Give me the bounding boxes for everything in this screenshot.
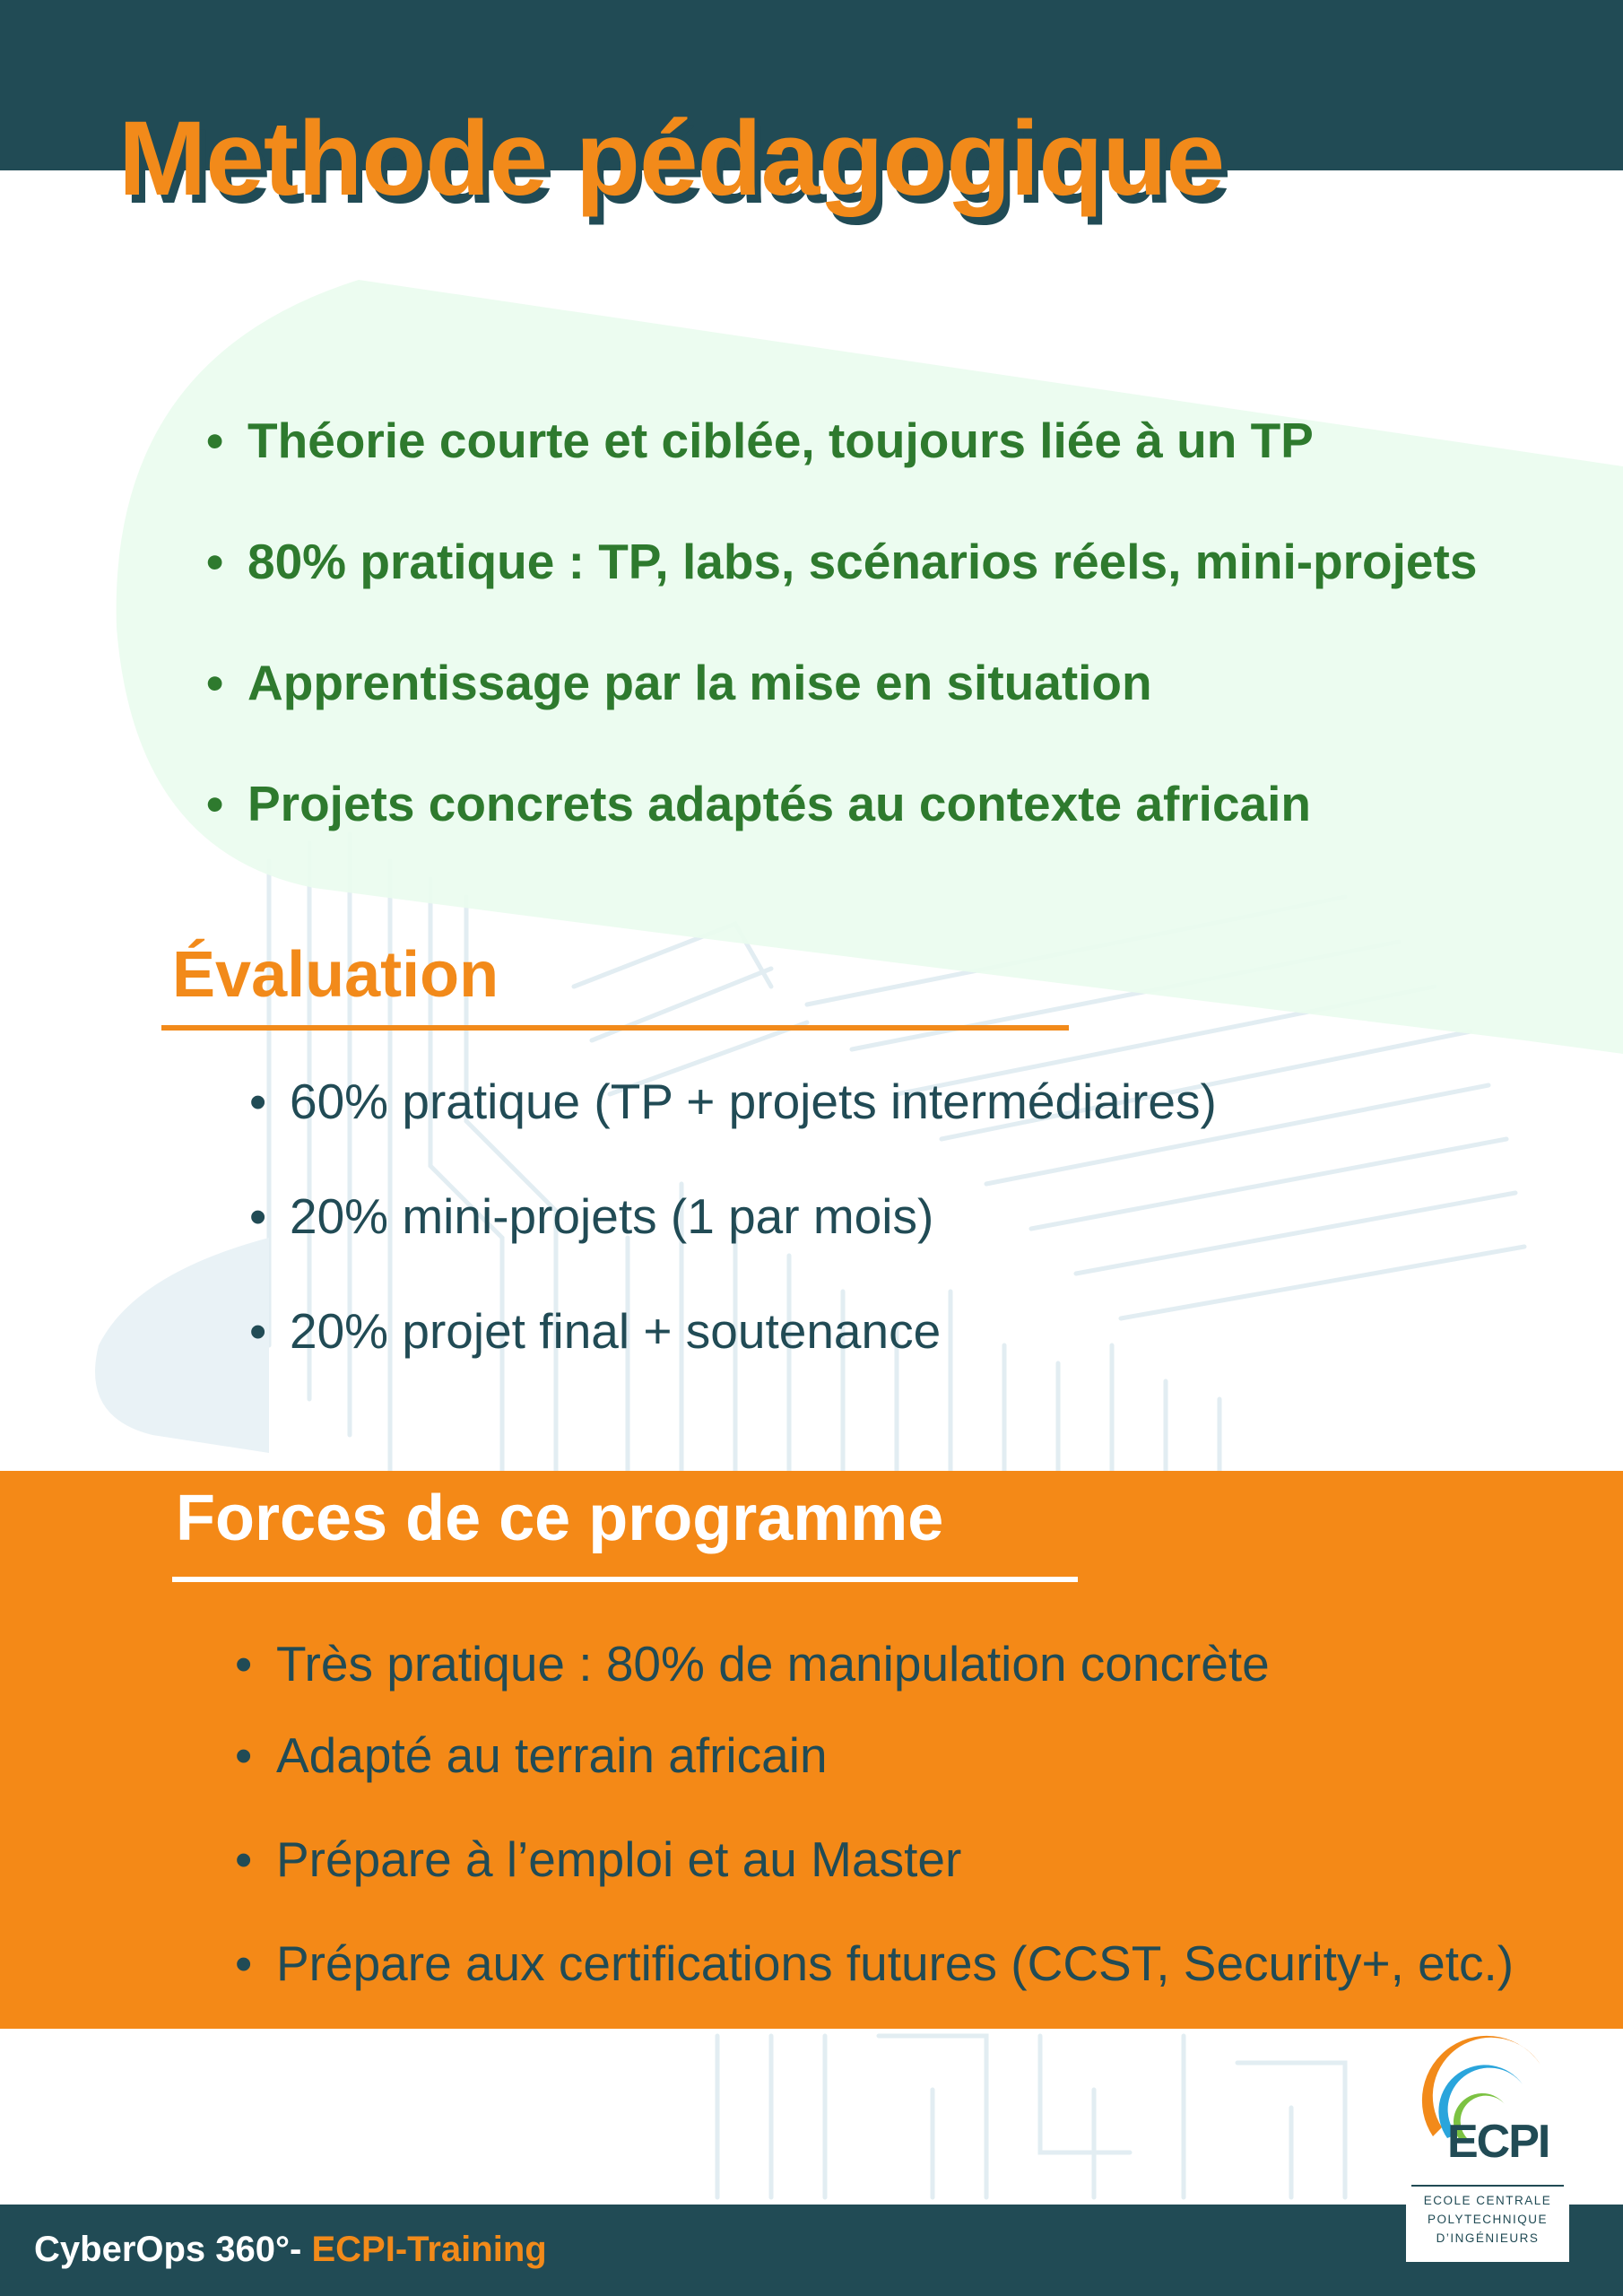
footer-brand: ECPI-Training xyxy=(311,2230,547,2269)
forces-list xyxy=(235,1634,1514,1993)
list-item: • Projets concrets adaptés au contexte africain xyxy=(206,774,1477,895)
list-item: • Très pratique : 80% de manipulation concrète xyxy=(235,1634,1514,1726)
list-item: • 80% pratique : TP, labs, scénarios réels, mini-projets xyxy=(206,532,1477,653)
list-item: • Théorie courte et ciblée, toujours liée à un TP xyxy=(206,411,1477,532)
forces-divider xyxy=(172,1577,1078,1582)
list-item: • Adapté au terrain africain xyxy=(235,1726,1514,1830)
forces-heading: Forces de ce programme xyxy=(176,1483,944,1554)
logo-line: ECOLE CENTRALE xyxy=(1423,2194,1552,2207)
footer-text xyxy=(34,2228,547,2271)
methode-list xyxy=(206,411,1477,895)
list-item: • 60% pratique (TP + projets intermédiaires) xyxy=(249,1072,1217,1187)
list-item: • Prépare aux certifications futures (CCST, Security+, etc.) xyxy=(235,1934,1514,1993)
logo-subtitle xyxy=(1411,2185,1564,2248)
evaluation-list xyxy=(249,1072,1217,1416)
footer-program: CyberOps 360°- xyxy=(34,2230,312,2269)
logo-line: D’INGÉNIEURS xyxy=(1436,2231,1540,2245)
page-title: Methode pédagogique xyxy=(118,100,1225,218)
evaluation-divider xyxy=(161,1025,1069,1031)
ecpi-logo xyxy=(1406,2029,1569,2262)
list-item: • 20% projet final + soutenance xyxy=(249,1301,1217,1416)
evaluation-heading: Évaluation xyxy=(172,939,499,1011)
logo-wordmark: ECPI xyxy=(1447,2116,1549,2168)
list-item: • Apprentissage par la mise en situation xyxy=(206,653,1477,774)
logo-line: POLYTECHNIQUE xyxy=(1427,2212,1549,2226)
list-item: • Prépare à l’emploi et au Master xyxy=(235,1830,1514,1934)
list-item: • 20% mini-projets (1 par mois) xyxy=(249,1187,1217,1301)
